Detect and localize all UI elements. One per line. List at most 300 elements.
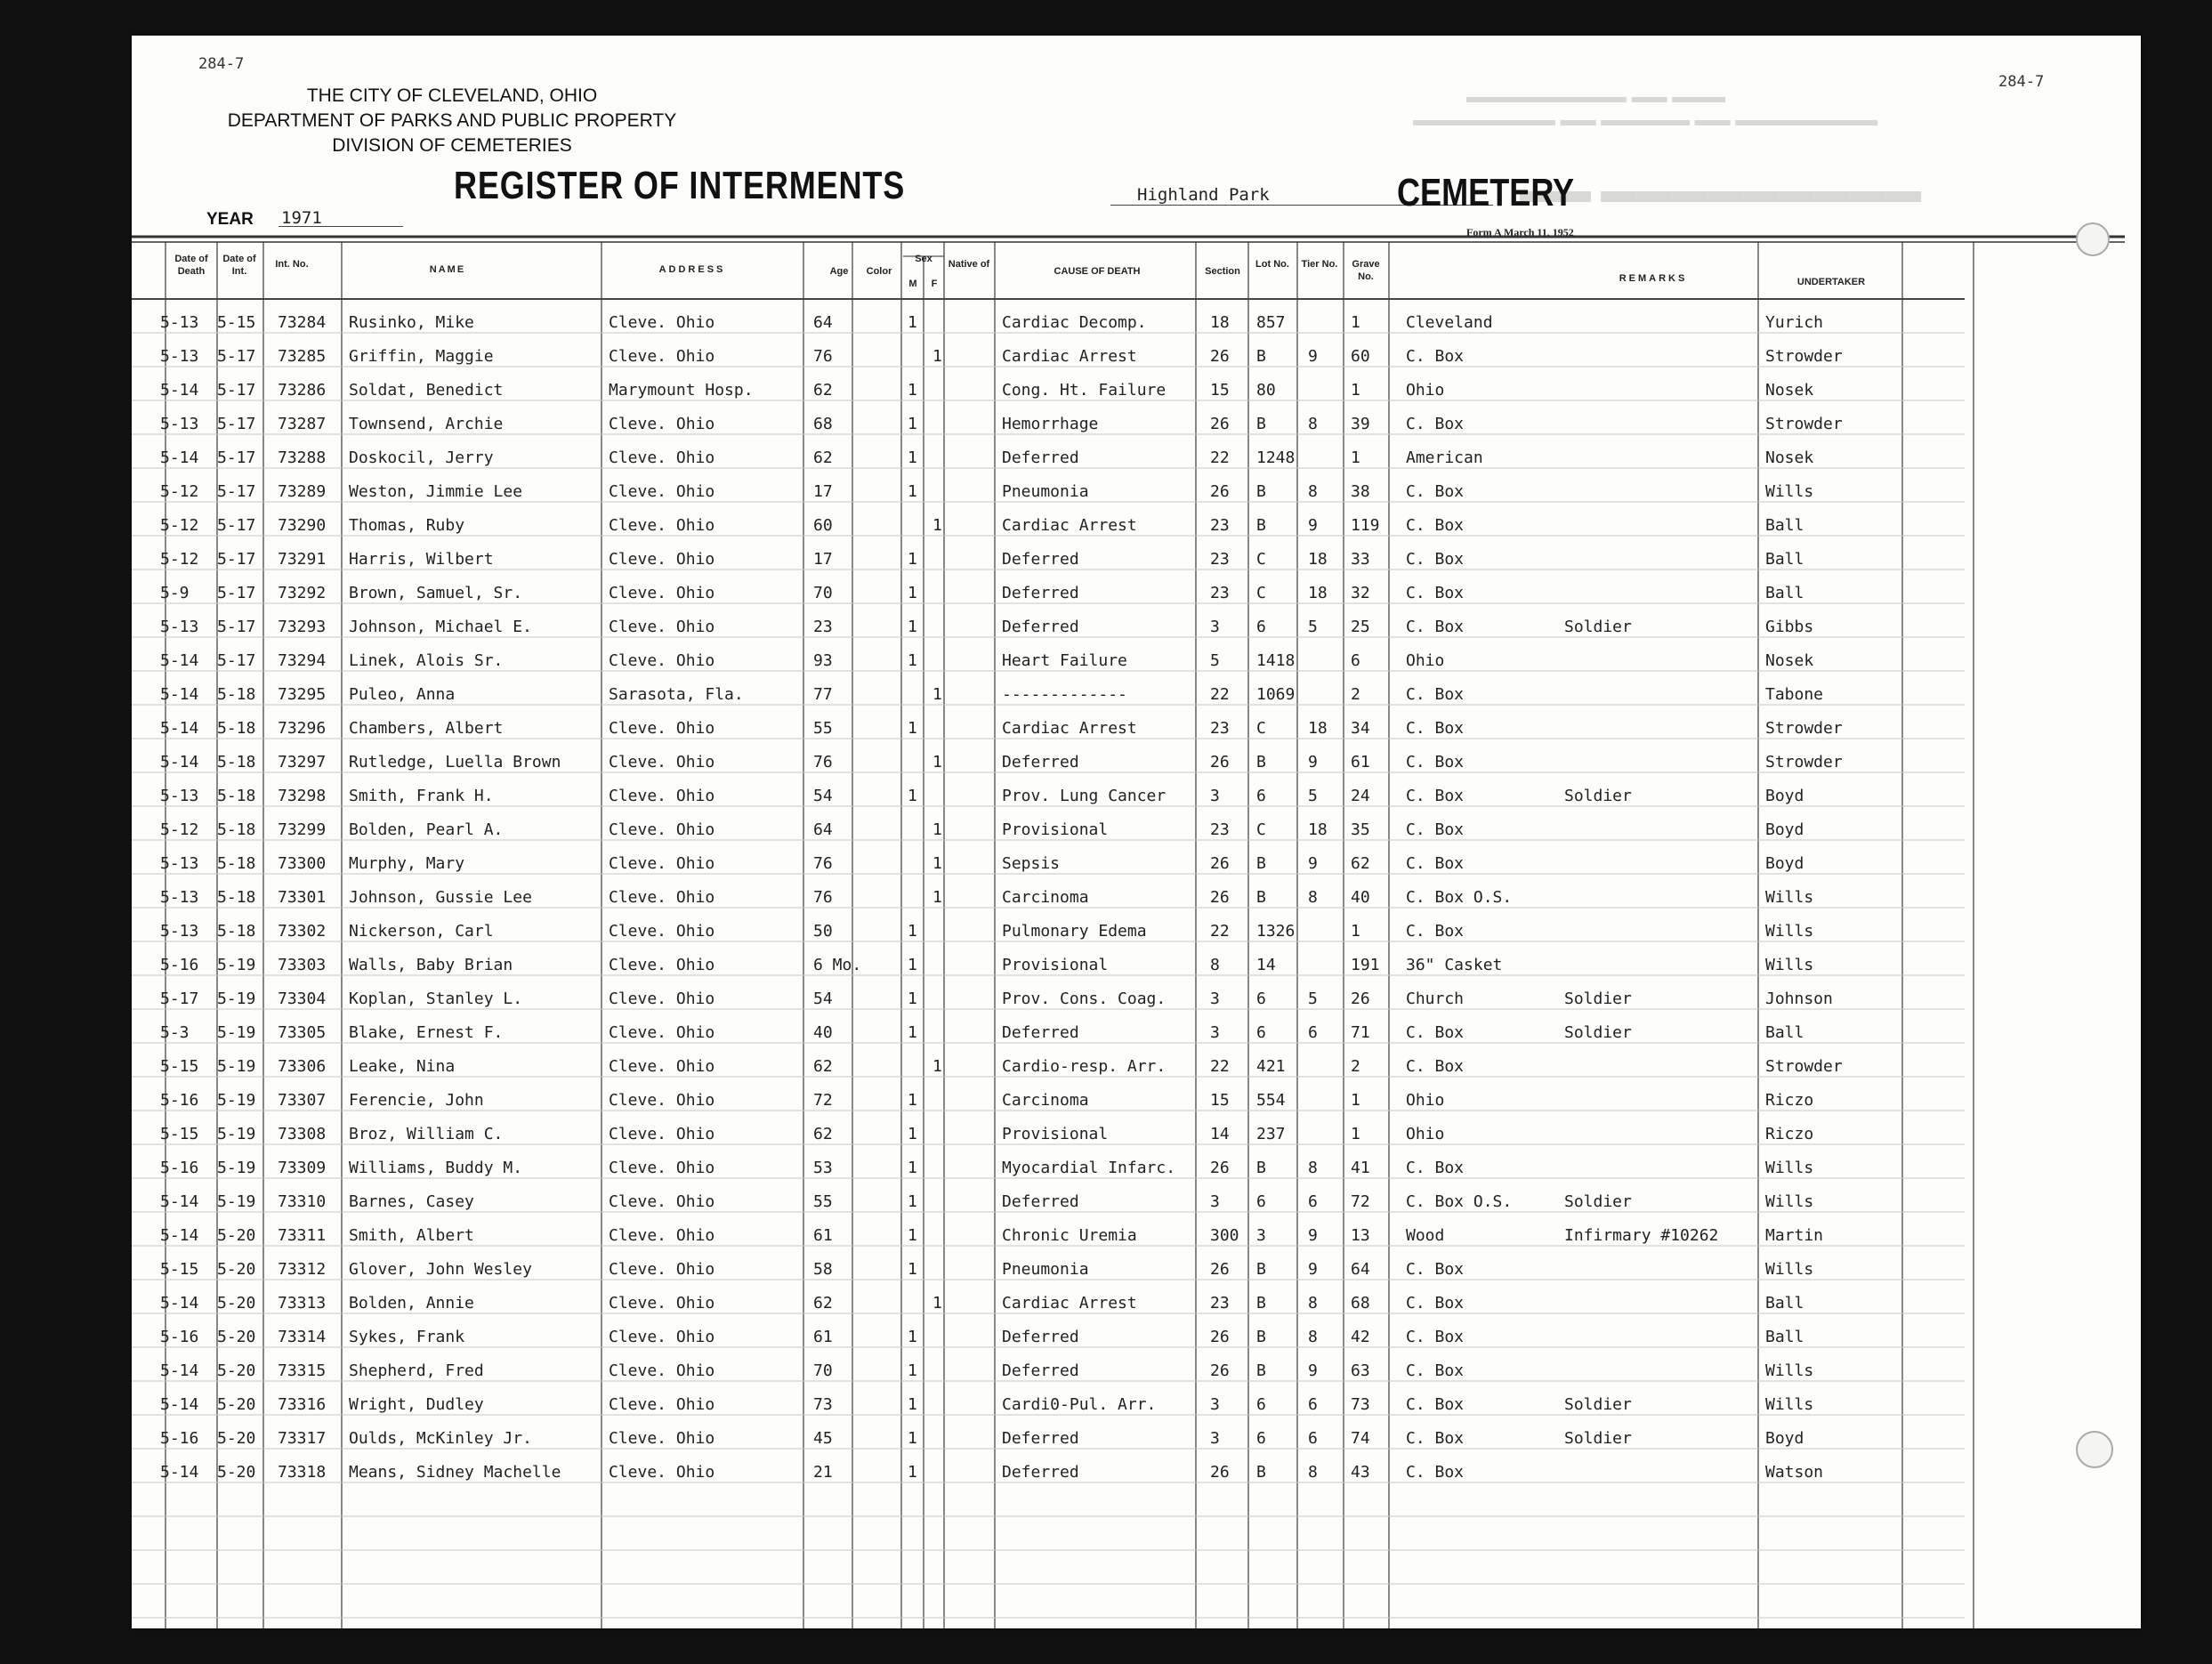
cell-lot: B [1256, 516, 1266, 535]
cell-grave: 38 [1351, 482, 1370, 501]
col-lot: Lot No. [1255, 259, 1289, 270]
cell-name: Walls, Baby Brian [349, 956, 513, 974]
cell-tier: 5 [1308, 618, 1318, 636]
cell-name: Means, Sidney Machelle [349, 1463, 561, 1482]
cell-cause: Chronic Uremia [1002, 1226, 1137, 1245]
cell-cause: Prov. Lung Cancer [1002, 787, 1167, 805]
cell-grave: 2 [1351, 1057, 1360, 1076]
cell-lot: 237 [1256, 1125, 1286, 1143]
cell-grave: 1 [1351, 448, 1360, 467]
cell-sex-m: 1 [908, 550, 917, 569]
cell-lot: C [1256, 719, 1266, 738]
cell-date-of-death: 5-12 [160, 482, 199, 501]
cell-grave: 40 [1351, 888, 1370, 907]
cell-undertaker: Gibbs [1765, 618, 1814, 636]
cell-cause: Deferred [1002, 448, 1079, 467]
cell-remarks-note: Soldier [1564, 1395, 1632, 1414]
cell-address: Cleve. Ohio [609, 922, 715, 941]
cell-section: 14 [1210, 1125, 1230, 1143]
cell-section: 8 [1210, 956, 1220, 974]
cell-address: Cleve. Ohio [609, 1260, 715, 1279]
table-row [132, 1084, 2141, 1118]
cell-tier: 8 [1308, 1159, 1318, 1177]
cell-date-of-int: 5-20 [217, 1226, 256, 1245]
cell-sex-m: 1 [908, 618, 917, 636]
cell-cause: Deferred [1002, 1192, 1079, 1211]
cell-sex-f: 1 [932, 854, 942, 873]
col-date-of-death: Date of Death [174, 254, 208, 277]
cell-lot: 857 [1256, 313, 1286, 332]
cell-section: 3 [1210, 1023, 1220, 1042]
cell-name: Oulds, McKinley Jr. [349, 1429, 532, 1448]
cell-date-of-int: 5-17 [217, 550, 256, 569]
cell-name: Sykes, Frank [349, 1328, 465, 1346]
cell-date-of-death: 5-9 [160, 584, 190, 602]
cell-date-of-int: 5-20 [217, 1463, 256, 1482]
cell-sex-m: 1 [908, 1023, 917, 1042]
cell-date-of-int: 5-17 [217, 584, 256, 602]
cell-section: 18 [1210, 313, 1230, 332]
cell-grave: 32 [1351, 584, 1370, 602]
cell-undertaker: Strowder [1765, 415, 1843, 433]
cell-tier: 5 [1308, 990, 1318, 1008]
cell-remarks: C. Box [1406, 1023, 1465, 1042]
cell-date-of-int: 5-18 [217, 719, 256, 738]
cell-undertaker: Nosek [1765, 651, 1814, 670]
col-int-no: Int. No. [275, 259, 309, 270]
cell-address: Cleve. Ohio [609, 482, 715, 501]
cell-section: 300 [1210, 1226, 1239, 1245]
cell-grave: 6 [1351, 651, 1360, 670]
cell-lot: 6 [1256, 1429, 1266, 1448]
cell-remarks: C. Box [1406, 1429, 1465, 1448]
cell-age: 77 [813, 685, 833, 704]
cell-age: 17 [813, 482, 833, 501]
cell-int-no: 73309 [278, 1159, 327, 1177]
cell-sex-m: 1 [908, 482, 917, 501]
header-department: DEPARTMENT OF PARKS AND PUBLIC PROPERTY [227, 110, 677, 131]
cell-name: Linek, Alois Sr. [349, 651, 504, 670]
cell-name: Soldat, Benedict [349, 381, 504, 400]
cell-address: Cleve. Ohio [609, 990, 715, 1008]
table-row [132, 306, 2141, 340]
cell-lot: 6 [1256, 1192, 1266, 1211]
cell-remarks: C. Box [1406, 753, 1465, 771]
cell-undertaker: Ball [1765, 584, 1804, 602]
cell-age: 70 [813, 584, 833, 602]
cell-name: Glover, John Wesley [349, 1260, 532, 1279]
cell-tier: 8 [1308, 415, 1318, 433]
cell-tier: 6 [1308, 1429, 1318, 1448]
bleed-through-text: ▬▬▬ ▬▬ ▬▬▬▬▬▬▬▬▬ [1466, 87, 1726, 107]
cell-undertaker: Wills [1765, 922, 1814, 941]
cell-sex-f: 1 [932, 888, 942, 907]
cell-tier: 8 [1308, 1294, 1318, 1313]
cell-remarks: C. Box [1406, 922, 1465, 941]
table-row [132, 678, 2141, 712]
cell-cause: Cardiac Arrest [1002, 516, 1137, 535]
cell-date-of-death: 5-14 [160, 1361, 199, 1380]
cell-section: 3 [1210, 1192, 1220, 1211]
col-cause: CAUSE OF DEATH [1054, 266, 1141, 277]
cell-tier: 9 [1308, 854, 1318, 873]
cell-cause: Sepsis [1002, 854, 1061, 873]
cell-date-of-int: 5-17 [217, 381, 256, 400]
cell-undertaker: Boyd [1765, 820, 1804, 839]
year-label: YEAR [206, 210, 254, 229]
cell-section: 26 [1210, 888, 1230, 907]
cell-age: 53 [813, 1159, 833, 1177]
cell-sex-m: 1 [908, 1361, 917, 1380]
cell-date-of-int: 5-19 [217, 1159, 256, 1177]
cell-name: Doskocil, Jerry [349, 448, 494, 467]
col-sex-m: M [908, 279, 917, 289]
cell-sex-m: 1 [908, 1328, 917, 1346]
cell-grave: 62 [1351, 854, 1370, 873]
table-row [132, 746, 2141, 779]
cell-age: 73 [813, 1395, 833, 1414]
cell-address: Cleve. Ohio [609, 313, 715, 332]
cell-date-of-death: 5-16 [160, 956, 199, 974]
cell-address: Cleve. Ohio [609, 1192, 715, 1211]
col-age: Age [829, 266, 849, 277]
cell-date-of-death: 5-3 [160, 1023, 190, 1042]
cell-date-of-int: 5-17 [217, 448, 256, 467]
cell-age: 64 [813, 313, 833, 332]
cell-sex-m: 1 [908, 922, 917, 941]
cell-tier: 9 [1308, 1226, 1318, 1245]
cell-age: 54 [813, 787, 833, 805]
cell-grave: 41 [1351, 1159, 1370, 1177]
cell-grave: 43 [1351, 1463, 1370, 1482]
cell-undertaker: Wills [1765, 1395, 1814, 1414]
cell-remarks: Ohio [1406, 651, 1445, 670]
cell-cause: Cardiac Arrest [1002, 1294, 1137, 1313]
cell-tier: 9 [1308, 347, 1318, 366]
table-row [132, 1118, 2141, 1151]
cell-section: 22 [1210, 685, 1230, 704]
cell-undertaker: Ball [1765, 550, 1804, 569]
table-row [132, 340, 2141, 374]
cell-age: 76 [813, 888, 833, 907]
cell-remarks: C. Box [1406, 1361, 1465, 1380]
cell-tier: 18 [1308, 584, 1328, 602]
cell-cause: Prov. Cons. Coag. [1002, 990, 1167, 1008]
cell-grave: 72 [1351, 1192, 1370, 1211]
cell-date-of-death: 5-15 [160, 1260, 199, 1279]
cell-remarks-note: Soldier [1564, 1023, 1632, 1042]
cell-address: Cleve. Ohio [609, 719, 715, 738]
cell-cause: Pneumonia [1002, 1260, 1089, 1279]
cell-section: 22 [1210, 448, 1230, 467]
cell-section: 26 [1210, 1361, 1230, 1380]
form-note: Form A March 11, 1952 [1466, 226, 1574, 238]
cell-int-no: 73315 [278, 1361, 327, 1380]
cell-grave: 1 [1351, 922, 1360, 941]
cell-remarks: Wood [1406, 1226, 1445, 1245]
cell-grave: 2 [1351, 685, 1360, 704]
table-row [132, 1287, 2141, 1321]
register-title: REGISTER OF INTERMENTS [454, 164, 906, 207]
cell-grave: 1 [1351, 381, 1360, 400]
cell-age: 62 [813, 1125, 833, 1143]
cell-int-no: 73310 [278, 1192, 327, 1211]
cell-int-no: 73317 [278, 1429, 327, 1448]
cell-address: Marymount Hosp. [609, 381, 754, 400]
table-row [132, 1185, 2141, 1219]
cell-date-of-int: 5-20 [217, 1395, 256, 1414]
cell-lot: B [1256, 1159, 1266, 1177]
table-row [132, 1422, 2141, 1456]
cell-lot: B [1256, 854, 1266, 873]
cell-lot: 3 [1256, 1226, 1266, 1245]
cell-sex-f: 1 [932, 1294, 942, 1313]
cell-section: 26 [1210, 482, 1230, 501]
cell-remarks-note: Soldier [1564, 1192, 1632, 1211]
cell-section: 26 [1210, 1328, 1230, 1346]
cell-tier: 8 [1308, 888, 1318, 907]
cell-section: 23 [1210, 719, 1230, 738]
cell-address: Cleve. Ohio [609, 415, 715, 433]
cell-undertaker: Wills [1765, 956, 1814, 974]
cell-name: Rutledge, Luella Brown [349, 753, 561, 771]
cell-age: 62 [813, 448, 833, 467]
cell-int-no: 73286 [278, 381, 327, 400]
cell-date-of-death: 5-14 [160, 719, 199, 738]
cemetery-name: Highland Park [1137, 185, 1270, 205]
cell-grave: 1 [1351, 1091, 1360, 1110]
cell-int-no: 73316 [278, 1395, 327, 1414]
cell-age: 70 [813, 1361, 833, 1380]
cell-date-of-int: 5-17 [217, 618, 256, 636]
cell-date-of-death: 5-16 [160, 1159, 199, 1177]
cell-remarks: 36" Casket [1406, 956, 1503, 974]
cell-date-of-death: 5-13 [160, 347, 199, 366]
cell-remarks: C. Box [1406, 854, 1465, 873]
cell-remarks: C. Box [1406, 1328, 1465, 1346]
cell-section: 3 [1210, 1429, 1220, 1448]
cell-name: Blake, Ernest F. [349, 1023, 504, 1042]
cell-sex-m: 1 [908, 956, 917, 974]
cell-date-of-death: 5-12 [160, 516, 199, 535]
col-grave: Grave No. [1352, 259, 1380, 282]
binder-hole [2076, 222, 2110, 256]
cell-section: 23 [1210, 584, 1230, 602]
col-name: NAME [429, 264, 466, 275]
cell-address: Cleve. Ohio [609, 516, 715, 535]
cell-name: Chambers, Albert [349, 719, 504, 738]
cell-name: Puleo, Anna [349, 685, 456, 704]
cell-section: 23 [1210, 820, 1230, 839]
cell-lot: 6 [1256, 1023, 1266, 1042]
cell-lot: 6 [1256, 787, 1266, 805]
cell-int-no: 73284 [278, 313, 327, 332]
cell-date-of-death: 5-16 [160, 1429, 199, 1448]
cell-remarks: American [1406, 448, 1483, 467]
cell-remarks: C. Box O.S. [1406, 1192, 1513, 1211]
cell-date-of-death: 5-15 [160, 1125, 199, 1143]
cell-date-of-int: 5-19 [217, 956, 256, 974]
cell-tier: 18 [1308, 550, 1328, 569]
cell-int-no: 73296 [278, 719, 327, 738]
cell-cause: Deferred [1002, 1023, 1079, 1042]
cell-grave: 73 [1351, 1395, 1370, 1414]
cell-undertaker: Martin [1765, 1226, 1824, 1245]
cell-sex-m: 1 [908, 1429, 917, 1448]
cell-cause: Deferred [1002, 1328, 1079, 1346]
cell-undertaker: Tabone [1765, 685, 1824, 704]
cell-sex-m: 1 [908, 1159, 917, 1177]
table-row [132, 475, 2141, 509]
cell-grave: 61 [1351, 753, 1370, 771]
cell-sex-m: 1 [908, 584, 917, 602]
col-tier: Tier No. [1301, 259, 1338, 270]
cell-section: 15 [1210, 1091, 1230, 1110]
table-row [132, 577, 2141, 610]
cell-undertaker: Wills [1765, 1159, 1814, 1177]
cell-address: Cleve. Ohio [609, 1125, 715, 1143]
cell-undertaker: Strowder [1765, 719, 1843, 738]
cell-grave: 35 [1351, 820, 1370, 839]
col-native-of: Native of [948, 259, 990, 270]
cell-cause: Deferred [1002, 550, 1079, 569]
cell-grave: 71 [1351, 1023, 1370, 1042]
cell-grave: 64 [1351, 1260, 1370, 1279]
cell-grave: 1 [1351, 1125, 1360, 1143]
cell-date-of-death: 5-14 [160, 1294, 199, 1313]
cell-remarks-note: Soldier [1564, 787, 1632, 805]
cell-undertaker: Riczo [1765, 1091, 1814, 1110]
table-row [132, 543, 2141, 577]
cell-date-of-int: 5-18 [217, 888, 256, 907]
cell-cause: Heart Failure [1002, 651, 1127, 670]
cell-address: Cleve. Ohio [609, 1023, 715, 1042]
cell-int-no: 73298 [278, 787, 327, 805]
cell-remarks-note: Soldier [1564, 618, 1632, 636]
cell-int-no: 73290 [278, 516, 327, 535]
cell-grave: 39 [1351, 415, 1370, 433]
cell-name: Griffin, Maggie [349, 347, 494, 366]
cell-int-no: 73306 [278, 1057, 327, 1076]
cell-age: 50 [813, 922, 833, 941]
cell-lot: C [1256, 820, 1266, 839]
cell-undertaker: Wills [1765, 1361, 1814, 1380]
table-row [132, 374, 2141, 408]
cell-date-of-int: 5-19 [217, 1057, 256, 1076]
col-section: Section [1205, 266, 1240, 277]
cell-section: 26 [1210, 415, 1230, 433]
cell-date-of-int: 5-19 [217, 1192, 256, 1211]
table-row [132, 1219, 2141, 1253]
cell-date-of-death: 5-13 [160, 618, 199, 636]
cell-grave: 26 [1351, 990, 1370, 1008]
cell-grave: 24 [1351, 787, 1370, 805]
cell-int-no: 73318 [278, 1463, 327, 1482]
cell-age: 55 [813, 1192, 833, 1211]
cell-name: Harris, Wilbert [349, 550, 494, 569]
cell-date-of-death: 5-16 [160, 1091, 199, 1110]
cell-name: Williams, Buddy M. [349, 1159, 523, 1177]
cell-sex-m: 1 [908, 1226, 917, 1245]
cell-lot: B [1256, 347, 1266, 366]
cell-int-no: 73303 [278, 956, 327, 974]
cell-date-of-int: 5-19 [217, 1023, 256, 1042]
cell-undertaker: Johnson [1765, 990, 1833, 1008]
cell-int-no: 73293 [278, 618, 327, 636]
cell-cause: Pneumonia [1002, 482, 1089, 501]
cell-grave: 33 [1351, 550, 1370, 569]
cell-remarks: C. Box [1406, 1294, 1465, 1313]
cell-grave: 68 [1351, 1294, 1370, 1313]
cell-age: 45 [813, 1429, 833, 1448]
cell-tier: 6 [1308, 1192, 1318, 1211]
cell-lot: 6 [1256, 618, 1266, 636]
table-row [132, 847, 2141, 881]
cell-age: 61 [813, 1328, 833, 1346]
cell-date-of-death: 5-13 [160, 888, 199, 907]
table-row [132, 408, 2141, 441]
cell-name: Rusinko, Mike [349, 313, 474, 332]
cell-sex-f: 1 [932, 516, 942, 535]
cell-undertaker: Wills [1765, 888, 1814, 907]
cell-date-of-death: 5-12 [160, 550, 199, 569]
cell-int-no: 73285 [278, 347, 327, 366]
cell-tier: 8 [1308, 1328, 1318, 1346]
cell-date-of-death: 5-14 [160, 651, 199, 670]
cell-undertaker: Strowder [1765, 347, 1843, 366]
cell-lot: B [1256, 1294, 1266, 1313]
cell-remarks: C. Box [1406, 1159, 1465, 1177]
cell-cause: Carcinoma [1002, 888, 1089, 907]
cell-sex-m: 1 [908, 1192, 917, 1211]
cell-date-of-death: 5-12 [160, 820, 199, 839]
cell-sex-m: 1 [908, 1260, 917, 1279]
cell-date-of-int: 5-20 [217, 1294, 256, 1313]
cell-address: Cleve. Ohio [609, 584, 715, 602]
cell-age: 76 [813, 347, 833, 366]
cell-date-of-death: 5-14 [160, 685, 199, 704]
cell-section: 3 [1210, 990, 1220, 1008]
table-row [132, 1456, 2141, 1490]
cell-grave: 74 [1351, 1429, 1370, 1448]
cell-section: 23 [1210, 1294, 1230, 1313]
cell-section: 26 [1210, 1463, 1230, 1482]
cell-date-of-int: 5-17 [217, 651, 256, 670]
cell-lot: 421 [1256, 1057, 1286, 1076]
cell-grave: 25 [1351, 618, 1370, 636]
cell-age: 55 [813, 719, 833, 738]
cell-address: Cleve. Ohio [609, 448, 715, 467]
cell-remarks: C. Box [1406, 347, 1465, 366]
cell-lot: 14 [1256, 956, 1276, 974]
cell-address: Cleve. Ohio [609, 1361, 715, 1380]
cell-sex-m: 1 [908, 381, 917, 400]
cell-int-no: 73301 [278, 888, 327, 907]
col-sex: Sex [915, 254, 932, 264]
cell-address: Cleve. Ohio [609, 854, 715, 873]
cell-name: Johnson, Michael E. [349, 618, 532, 636]
cell-tier: 18 [1308, 820, 1328, 839]
cell-int-no: 73312 [278, 1260, 327, 1279]
cell-section: 26 [1210, 1260, 1230, 1279]
cell-cause: Carcinoma [1002, 1091, 1089, 1110]
cell-name: Murphy, Mary [349, 854, 465, 873]
cell-remarks: C. Box O.S. [1406, 888, 1513, 907]
cell-sex-m: 1 [908, 448, 917, 467]
cell-date-of-int: 5-18 [217, 922, 256, 941]
cell-sex-m: 1 [908, 1395, 917, 1414]
cell-undertaker: Ball [1765, 1328, 1804, 1346]
